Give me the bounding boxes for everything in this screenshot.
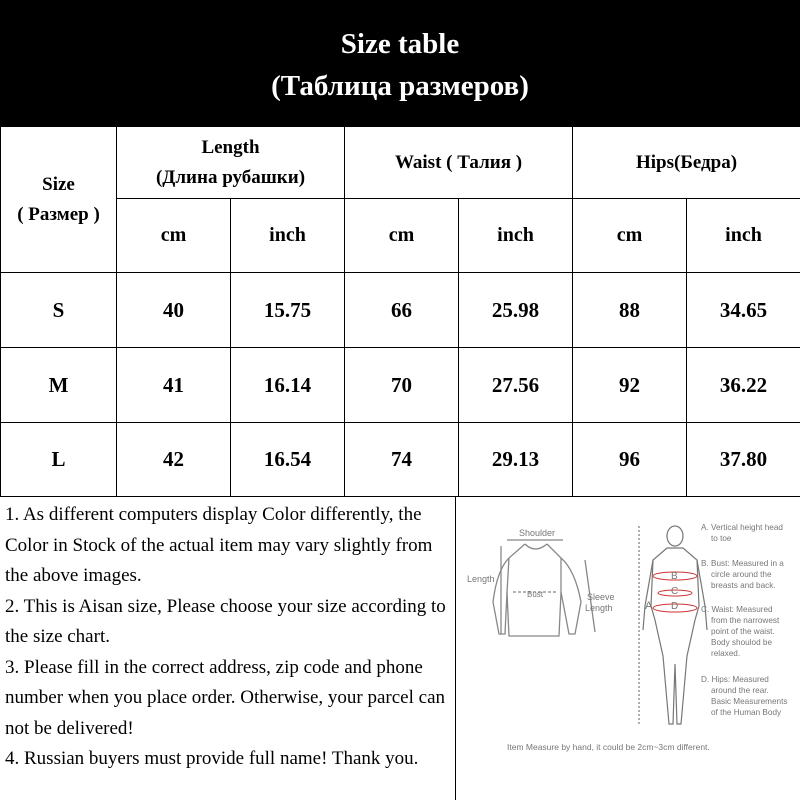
size-cell: L xyxy=(1,423,117,497)
legend-line: from the narrowest xyxy=(711,616,780,625)
unit-cell: inch xyxy=(459,199,573,273)
size-column-header xyxy=(1,127,117,273)
value-cell: 29.13 xyxy=(459,423,573,497)
legend-line: relaxed. xyxy=(711,649,741,658)
legend-line: around the rear. xyxy=(711,686,769,695)
legend-line: D. Hips: Measured xyxy=(701,675,769,684)
human-figure-drawing xyxy=(639,526,707,726)
value-cell: 42 xyxy=(117,423,231,497)
diagram-footnote: Item Measure by hand, it could be 2cm~3cm different. xyxy=(507,742,710,752)
legend-line: breasts and back. xyxy=(711,581,776,590)
value-cell: 37.80 xyxy=(687,423,800,497)
value-cell: 92 xyxy=(573,348,687,423)
sleeve-label-1: Sleeve xyxy=(587,592,615,602)
length-label-diagram: Length xyxy=(467,574,495,584)
note-item: 3. Please fill in the correct address, zip code and phone number when you place order. Otherwise, your parcel can not be delivered! xyxy=(5,656,445,739)
notes-section xyxy=(0,496,456,800)
legend-line: B. Bust: Measured in a xyxy=(701,559,784,568)
value-cell: 36.22 xyxy=(687,348,800,423)
value-cell: 74 xyxy=(345,423,459,497)
header-subtitle: (Таблица размеров) xyxy=(271,70,529,102)
legend-line: of the Human Body xyxy=(711,708,782,717)
garment-collar xyxy=(525,544,547,549)
value-cell: 70 xyxy=(345,348,459,423)
diagram-legend xyxy=(701,523,787,717)
note-item: 1. As different computers display Color differently, the Color in Stock of the actual item may vary slightly from the above images. xyxy=(5,504,433,586)
figure-head xyxy=(667,526,683,546)
size-table-header xyxy=(0,0,800,126)
length-label-ru: (Длина рубашки) xyxy=(155,166,306,188)
value-cell: 25.98 xyxy=(459,273,573,348)
unit-cell: inch xyxy=(231,199,345,273)
legend-line: circle around the xyxy=(711,570,772,579)
unit-cell: cm xyxy=(117,199,231,273)
size-table xyxy=(0,126,800,497)
table-header-row xyxy=(1,127,800,199)
value-cell: 66 xyxy=(345,273,459,348)
legend-line: to toe xyxy=(711,534,732,543)
table-row xyxy=(1,348,800,423)
table-row xyxy=(1,423,800,497)
hips-column-header: Hips(Бедра) xyxy=(573,127,800,199)
legend-line: Basic Measurements xyxy=(711,697,788,706)
value-cell: 16.14 xyxy=(231,348,345,423)
units-row xyxy=(1,199,800,273)
legend-line: point of the waist. xyxy=(711,627,775,636)
note-item: 4. Russian buyers must provide full name! Thank you. xyxy=(5,748,419,769)
legend-line: A. Vertical height head xyxy=(701,523,783,532)
garment-right-sleeve xyxy=(561,558,581,634)
garment-drawing xyxy=(493,540,595,636)
note-item: 2. This is Aisan size, Please choose your size according to the size chart. xyxy=(5,595,446,647)
size-label-ru: ( Размер ) xyxy=(17,203,100,225)
letter-b: B xyxy=(671,571,678,582)
length-column-header xyxy=(117,127,345,199)
bust-label: Bust xyxy=(527,590,544,599)
waist-column-header: Waist ( Талия ) xyxy=(345,127,573,199)
table-row xyxy=(1,273,800,348)
value-cell: 16.54 xyxy=(231,423,345,497)
value-cell: 96 xyxy=(573,423,687,497)
size-label: Size xyxy=(42,173,75,195)
unit-cell: cm xyxy=(573,199,687,273)
unit-cell: cm xyxy=(345,199,459,273)
size-cell: S xyxy=(1,273,117,348)
legend-line: C. Waist: Measured xyxy=(701,605,773,614)
letter-a: A xyxy=(645,600,653,612)
shoulder-label: Shoulder xyxy=(519,528,556,538)
letter-d: D xyxy=(671,601,679,612)
sleeve-label-2: Length xyxy=(585,603,613,613)
value-cell: 40 xyxy=(117,273,231,348)
diagram-svg xyxy=(457,496,800,800)
unit-cell: inch xyxy=(687,199,800,273)
value-cell: 41 xyxy=(117,348,231,423)
size-cell: M xyxy=(1,348,117,423)
header-title: Size table xyxy=(340,28,460,60)
letter-c: C xyxy=(671,586,679,597)
value-cell: 88 xyxy=(573,273,687,348)
legend-line: Body shoulod be xyxy=(711,638,772,647)
value-cell: 15.75 xyxy=(231,273,345,348)
value-cell: 27.56 xyxy=(459,348,573,423)
measurement-diagram xyxy=(457,496,800,800)
value-cell: 34.65 xyxy=(687,273,800,348)
length-label: Length xyxy=(201,136,260,158)
